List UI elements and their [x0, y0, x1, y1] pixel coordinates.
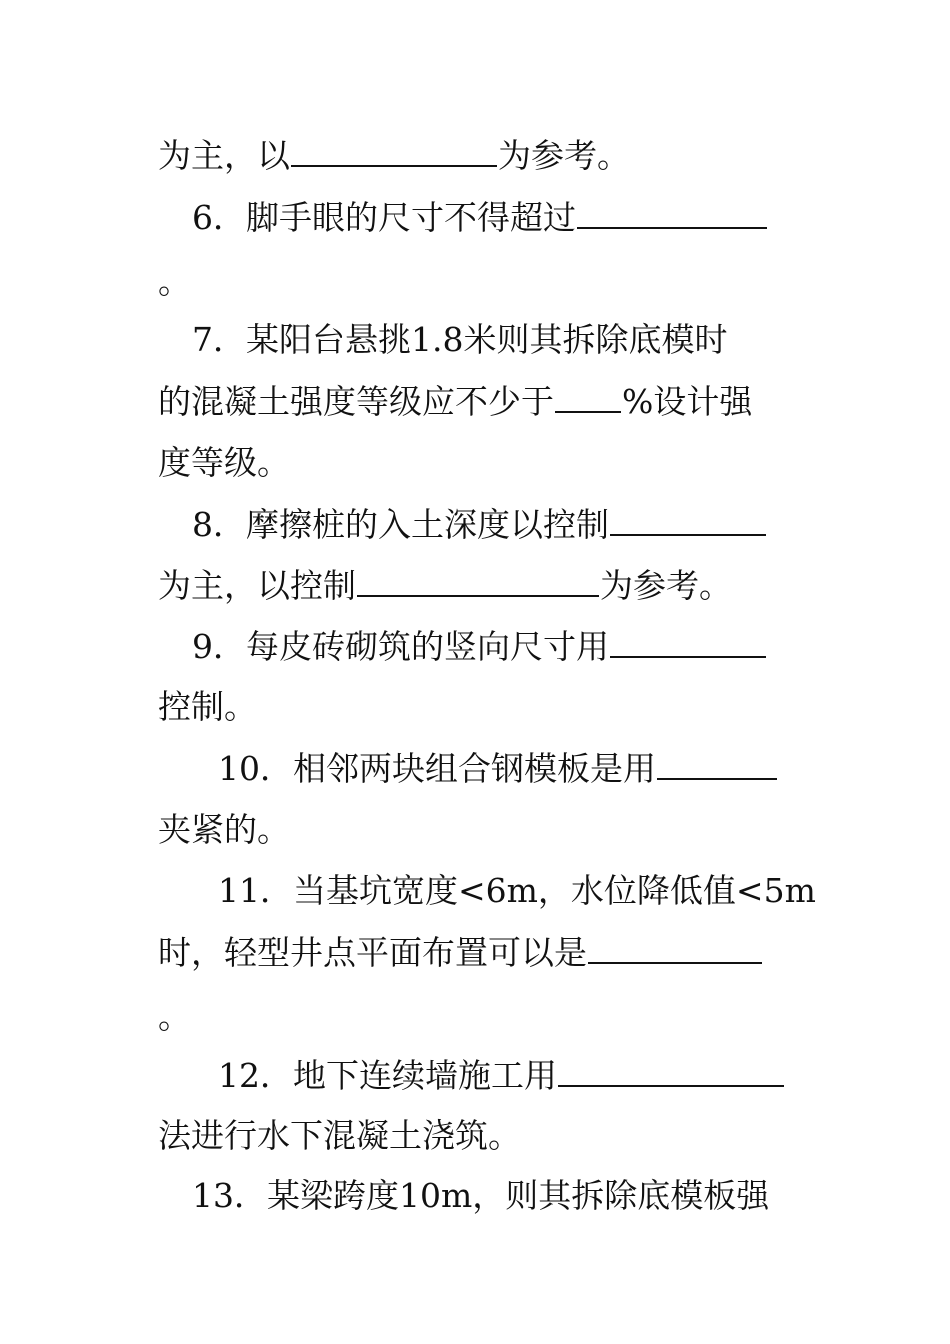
fill-blank	[291, 135, 497, 167]
line-text: 时，轻型井点平面布置可以是	[158, 933, 587, 972]
text-line-8	[158, 565, 732, 606]
fill-blank	[577, 197, 767, 229]
line-text: 为参考。	[600, 566, 732, 605]
fill-blank	[610, 504, 766, 536]
line-text: 为主，以	[158, 136, 290, 175]
text-line-14	[158, 932, 763, 973]
line-text: 为主，以控制	[158, 566, 356, 605]
line-text: 夹紧的。	[158, 810, 290, 849]
fill-blank	[610, 626, 766, 658]
line-text: 的混凝土强度等级应不少于	[158, 382, 554, 421]
fill-blank	[558, 1055, 784, 1087]
line-text: 8．摩擦桩的入土深度以控制	[192, 505, 609, 544]
line-text: 法进行水下混凝土浇筑。	[158, 1116, 521, 1155]
line-text: 13．某梁跨度10m，则其拆除底模板强	[192, 1176, 770, 1215]
line-text: 7．某阳台悬挑1.8米则其拆除底模时	[192, 320, 728, 359]
text-line-17	[158, 1116, 521, 1156]
text-line-12	[158, 810, 290, 850]
text-line-1	[158, 135, 630, 176]
line-text: 12．地下连续墙施工用	[218, 1056, 557, 1095]
text-line-16	[218, 1055, 785, 1096]
text-line-3	[158, 262, 191, 302]
line-text: 控制。	[158, 687, 257, 726]
text-line-6	[158, 443, 290, 483]
text-line-7	[192, 504, 767, 545]
fill-blank	[555, 381, 621, 413]
text-line-9	[192, 626, 767, 667]
text-line-4	[192, 320, 727, 360]
fill-blank	[588, 932, 762, 964]
text-line-11	[218, 748, 778, 789]
fill-blank	[357, 565, 599, 597]
text-line-5	[158, 381, 752, 422]
text-line-2	[192, 197, 768, 238]
line-text: 9．每皮砖砌筑的竖向尺寸用	[192, 627, 609, 666]
line-text: 为参考。	[498, 136, 630, 175]
line-text: 11．当基坑宽度<6m，水位降低值<5m	[218, 871, 816, 910]
line-text: %设计强	[622, 382, 753, 421]
line-text: 6．脚手眼的尺寸不得超过	[192, 198, 576, 237]
line-text: 度等级。	[158, 443, 290, 482]
text-line-13	[218, 871, 816, 911]
fill-blank	[657, 748, 777, 780]
line-text: 。	[158, 997, 191, 1036]
text-line-18	[192, 1176, 769, 1216]
line-text: 。	[158, 262, 191, 301]
line-text: 10．相邻两块组合钢模板是用	[218, 749, 656, 788]
text-line-15	[158, 997, 191, 1037]
text-line-10	[158, 687, 257, 727]
